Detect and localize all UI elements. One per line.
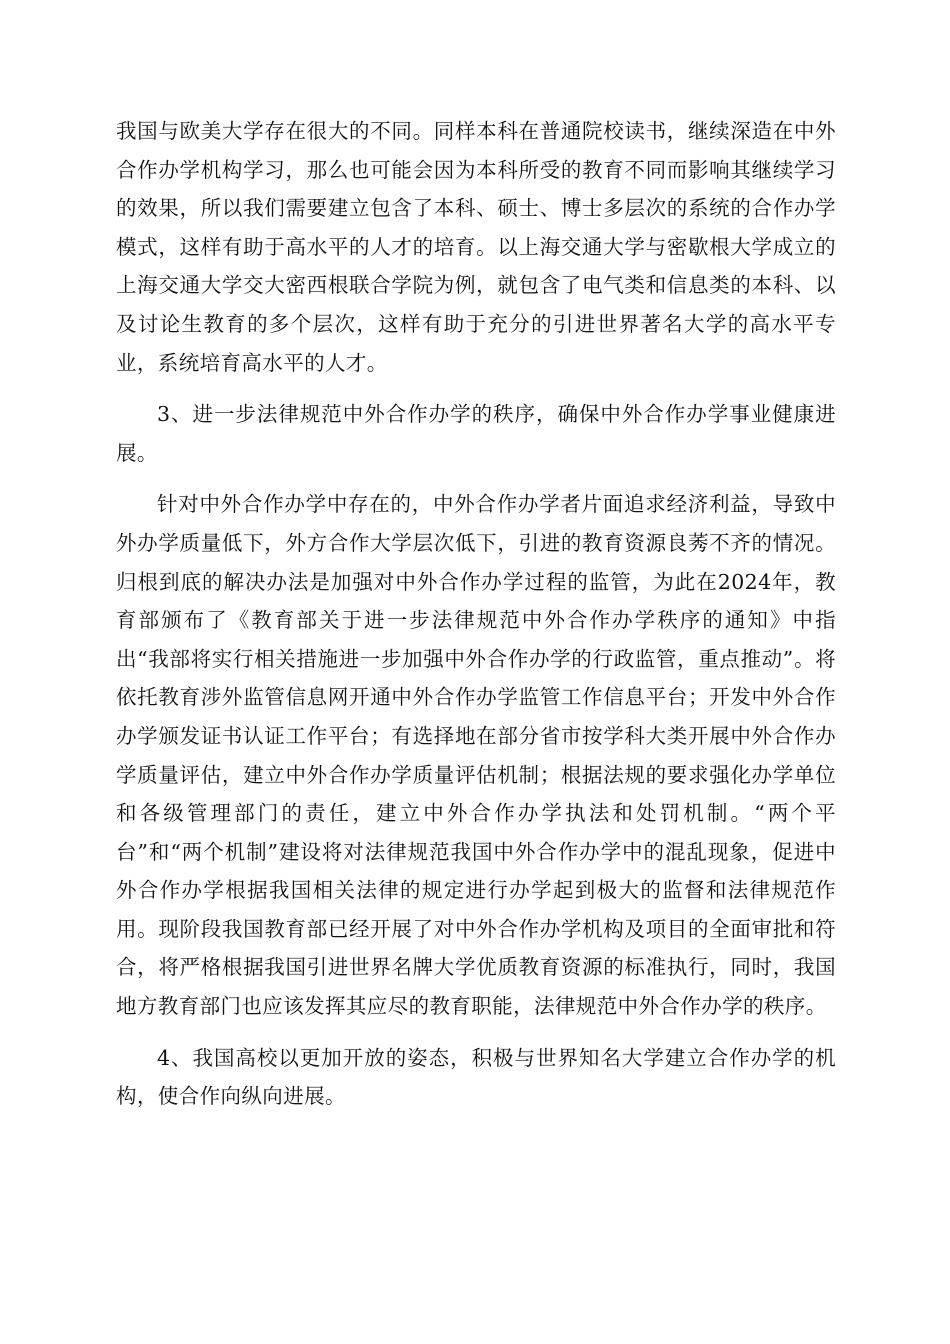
paragraph-heading-4: 4、我国高校以更加开放的姿态，积极与世界知名大学建立合作办学的机构，使合作向纵向进展。 [116,1045,836,1109]
paragraph-body: 针对中外合作办学中存在的，中外合作办学者片面追求经济利益，导致中外办学质量低下，外方合作大学层次低下，引进的教育资源良莠不齐的情况。归根到底的解决办法是加强对中外合作办学过程的监管，为此在2024年，教育部颁布了《教育部关于进一步法律规范中外合作办学秩序的通知》中指出“我部将实行相关措施进一步加强中外合作办学的行政监管，重点推动”。将依托教育涉外监管信息网开通中外合作办学监管工作信息平台；开发中外合作办学颁发证书认证工作平台；有选择地在部分省市按学科大类开展中外合作办学质量评估，建立中外合作办学质量评估机制；根据法规的要求强化办学单位和各级管理部门的责任，建立中外合作办学执法和处罚机制。“两个平台”和“两个机制”建设将对法律规范我国中外合作办学中的混乱现象，促进中外合作办学根据我国相关法律的规定进行办学起到极大的监督和法律规范作用。现阶段我国教育部已经开展了对中外合作办学机构及项目的全面审批和符合，将严格根据我国引进世界名牌大学优质教育资源的标准执行，同时，我国地方教育部门也应该发挥其应尽的教育职能，法律规范中外合作办学的秩序。 [116,492,836,1019]
document-body [116,112,836,1129]
paragraph-continuation: 我国与欧美大学存在很大的不同。同样本科在普通院校读书，继续深造在中外合作办学机构学习，那么也可能会因为本科所受的教育不同而影响其继续学习的效果，所以我们需要建立包含了本科、硕士、博士多层次的系统的合作办学模式，这样有助于高水平的人才的培育。以上海交通大学与密歇根大学成立的上海交通大学交大密西根联合学院为例，就包含了电气类和信息类的本科、以及讨论生教育的多个层次，这样有助于充分的引进世界著名大学的高水平专业，系统培育高水平的人才。 [116,119,836,375]
paragraph-heading-3: 3、进一步法律规范中外合作办学的秩序，确保中外合作办学事业健康进展。 [116,402,836,465]
